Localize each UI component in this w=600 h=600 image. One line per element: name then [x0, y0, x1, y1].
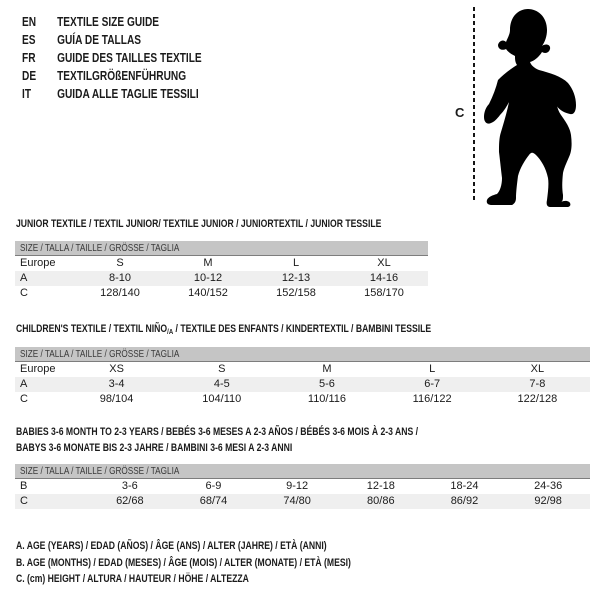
language-title: TEXTILGRÖßENFÜHRUNG [57, 67, 187, 83]
table-row [15, 271, 428, 286]
row-label: C [20, 495, 28, 507]
size-cell: 6-7 [424, 378, 441, 390]
row-label: Europe [20, 257, 56, 269]
section-title-junior: JUNIOR TEXTILE / TEXTIL JUNIOR/ TEXTILE JUNIOR / JUNIORTEXTIL / JUNIOR TESSILE [16, 218, 382, 230]
size-table-junior [15, 241, 428, 301]
language-code: FR [22, 49, 36, 65]
children-title-pre: CHILDREN'S TEXTILE / TEXTIL NIÑO [16, 323, 168, 335]
size-cell: 152/158 [276, 287, 316, 299]
size-cell: M [203, 257, 213, 269]
size-cell: S [116, 257, 124, 269]
size-cell: 14-16 [369, 272, 399, 284]
language-title-list [22, 12, 252, 102]
row-label: B [20, 480, 28, 492]
size-cell: 62/68 [116, 495, 144, 507]
language-row-es [22, 30, 202, 48]
size-cell: 18-24 [450, 480, 479, 492]
language-title: TEXTILE SIZE GUIDE [57, 13, 160, 29]
language-code: ES [22, 31, 36, 47]
row-label: Europe [20, 363, 56, 375]
footnote-b: B. AGE (MONTHS) / EDAD (MESES) / ÂGE (MOIS) / ALTER (MONATE) / ETÀ (MESI) [16, 556, 351, 569]
size-cell: 4-5 [213, 378, 230, 390]
table-row [15, 362, 590, 377]
size-cell: XL [377, 257, 391, 269]
size-cell: 158/170 [364, 287, 404, 299]
language-code: EN [22, 13, 37, 29]
size-cell: 3-4 [108, 378, 125, 390]
babies-title-line1: BABIES 3-6 MONTH TO 2-3 YEARS / BEBÉS 3-6 MESES A 2-3 AÑOS / BÉBÉS 3-6 MOIS À 2-3 ANS / [16, 426, 419, 438]
language-title: GUIDE DES TAILLES TEXTILE [57, 49, 202, 65]
language-code: IT [22, 85, 32, 101]
height-dashed-line [473, 7, 475, 203]
size-cell: 12-18 [366, 480, 395, 492]
row-label: A [20, 272, 28, 284]
babies-title-line2: BABYS 3-6 MONATE BIS 2-3 JAHRE / BAMBINI 3-6 MESI A 2-3 ANNI [16, 442, 293, 454]
language-row-it [22, 84, 202, 102]
size-header-label: SIZE / TALLA / TAILLE / GRÖSSE / TAGLIA [20, 242, 180, 254]
row-label: A [20, 378, 28, 390]
size-cell: 116/122 [412, 393, 452, 405]
language-title: GUIDA ALLE TAGLIE TESSILI [57, 85, 199, 101]
size-cell: 74/80 [283, 495, 311, 507]
size-cell: 128/140 [100, 287, 140, 299]
size-cell: L [292, 257, 300, 269]
size-header-bar [15, 347, 590, 362]
size-cell: XS [109, 363, 124, 375]
size-cell: XL [530, 363, 545, 375]
babies-table [15, 479, 590, 509]
size-cell: 5-6 [319, 378, 335, 390]
children-table [15, 362, 590, 407]
footnote-legend [16, 538, 435, 588]
toddler-silhouette-icon [480, 4, 600, 209]
row-label: C [20, 393, 28, 405]
table-row [15, 256, 428, 271]
size-table-children [15, 347, 590, 407]
table-row [15, 479, 590, 494]
height-measure-label-c: C [455, 105, 465, 120]
size-cell: 140/152 [188, 287, 228, 299]
children-title-post: / TEXTILE DES ENFANTS / KINDERTEXTIL / BAMBINI TESSILE [173, 323, 432, 335]
language-row-fr [22, 48, 202, 66]
size-cell: 9-12 [286, 480, 309, 492]
size-cell: 24-36 [534, 480, 563, 492]
children-title-sub: /A [167, 327, 174, 336]
language-title: GUÍA DE TALLAS [57, 31, 142, 47]
size-header-bar [15, 464, 590, 479]
size-cell: 110/116 [307, 393, 347, 405]
size-header-label: SIZE / TALLA / TAILLE / GRÖSSE / TAGLIA [20, 465, 180, 477]
size-table-babies [15, 464, 590, 509]
size-cell: L [429, 363, 436, 375]
junior-table [15, 256, 428, 301]
table-row [15, 377, 590, 392]
size-cell: 98/104 [99, 393, 134, 405]
size-cell: 12-13 [281, 272, 311, 284]
size-cell: 10-12 [193, 272, 223, 284]
footnote-c: C. (cm) HEIGHT / ALTURA / HAUTEUR / HÖHE / ALTEZZA [16, 573, 249, 585]
size-cell: S [218, 363, 226, 375]
size-cell: 7-8 [529, 378, 546, 390]
footnote-a: A. AGE (YEARS) / EDAD (AÑOS) / ÂGE (ANS) / ALTER (JAHRE) / ETÀ (ANNI) [16, 540, 327, 552]
language-code: DE [22, 67, 37, 83]
table-row [15, 286, 428, 301]
language-row-en [22, 12, 202, 30]
size-cell: M [322, 363, 332, 375]
size-cell: 68/74 [199, 495, 228, 507]
size-cell: 122/128 [517, 393, 558, 405]
section-title-children [16, 321, 431, 340]
table-row [15, 494, 590, 509]
size-cell: 3-6 [121, 480, 138, 492]
size-cell: 80/86 [367, 495, 395, 507]
row-label: C [20, 287, 28, 299]
size-cell: 6-9 [205, 480, 222, 492]
size-cell: 92/98 [534, 495, 562, 507]
table-row [15, 392, 590, 407]
section-title-babies [16, 424, 418, 456]
size-cell: 8-10 [108, 272, 132, 284]
size-cell: 86/92 [450, 495, 479, 507]
size-cell: 104/110 [202, 393, 242, 405]
size-header-bar [15, 241, 428, 256]
size-header-label: SIZE / TALLA / TAILLE / GRÖSSE / TAGLIA [20, 348, 180, 360]
language-row-de [22, 66, 202, 84]
